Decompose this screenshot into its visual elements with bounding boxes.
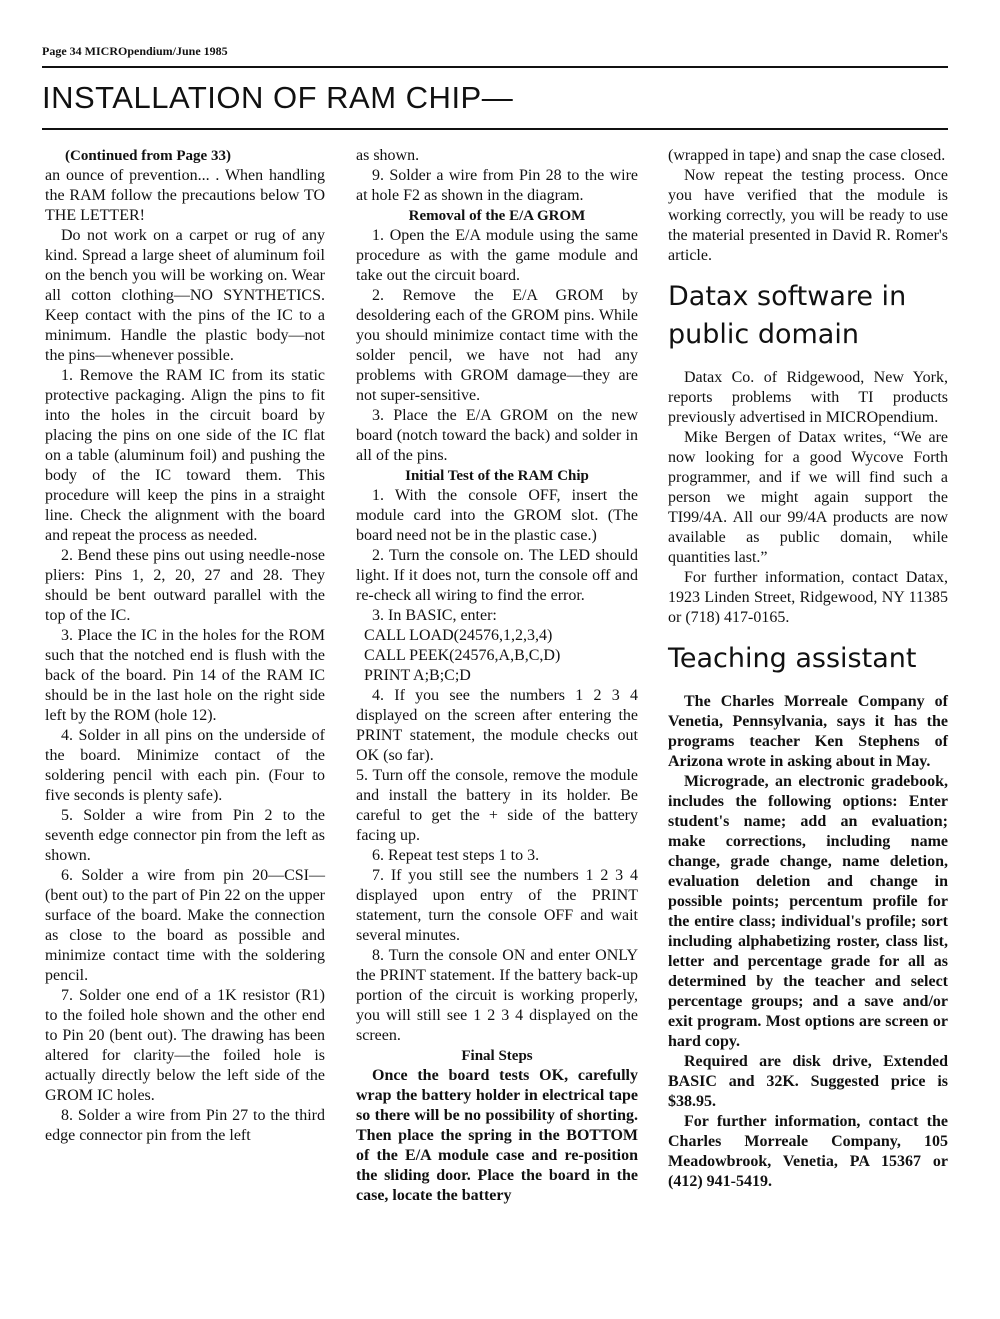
paragraph: 3. Place the E/A GROM on the new board (notch toward the back) and solder in all of the pins. xyxy=(356,407,638,464)
paragraph: (wrapped in tape) and snap the case closed. xyxy=(668,147,946,164)
column-1 xyxy=(45,146,325,1146)
paragraph: 1. With the console OFF, insert the module card into the GROM slot. (The board need not be in the plastic case.) xyxy=(356,487,638,544)
paragraph: Once the board tests OK, carefully wrap the battery holder in electrical tape so there will be no possibility of shorting. Then place the spring in the BOTTOM of the E/A module case and re-position the sliding door. Place the board in the case, locate the battery xyxy=(356,1067,638,1204)
subheading-final-steps: Final Steps xyxy=(461,1048,533,1064)
paragraph: For further information, contact the Charles Morreale Company, 105 Meadowbrook, Venetia, PA 15367 or (412) 941-5419. xyxy=(668,1113,948,1190)
paragraph: Micrograde, an electronic gradebook, includes the following options: Enter student's name; add an evaluation; make corrections, including name change, grade change, name deletion, evaluation deletion and change in possible points; percentum profile for the entire class; individual's profile; sort including alphabetizing roster, class list, letter and percentage grade for all as determined by the teacher and select percentage groups; and a save and/or exit program. Most options are screen or hard copy. xyxy=(668,773,948,1050)
headline-datax: Datax software in public domain xyxy=(668,281,907,350)
paragraph: 8. Turn the console ON and enter ONLY the PRINT statement. If the battery back-up portion of the circuit is working properly, you will still see 1 2 3 4 displayed on the screen. xyxy=(356,947,638,1044)
banner-rule xyxy=(42,128,948,130)
paragraph: Mike Bergen of Datax writes, “We are now looking for a good Wycove Forth programmer, and if we will find such a person we might again support the TI99/4A. All our 99/4A products are now available as public domain, while quantities last.” xyxy=(668,429,948,566)
paragraph: Do not work on a carpet or rug of any kind. Spread a large sheet of aluminum foil on the bench you will be working on. Wear all cotton clothing—NO SYNTHETICS. Keep contact with the pins of the IC to a minimum. Handle the plastic body—not the pins—whenever possible. xyxy=(45,227,325,364)
top-rule xyxy=(42,66,948,68)
code-line: CALL LOAD(24576,1,2,3,4) xyxy=(364,627,553,644)
paragraph: 4. Solder in all pins on the underside of the board. Minimize contact of the soldering pencil with each pin. (Four to five seconds is plenty safe). xyxy=(45,727,325,804)
subheading-removal: Removal of the E/A GROM xyxy=(408,208,586,224)
headline-teaching-assistant: Teaching assistant xyxy=(668,643,917,674)
paragraph: 6. Solder a wire from pin 20—CSI—(bent out) to the part of Pin 22 on the upper surface of the board. Make the connection as close to the board as possible and minimize contact time with the soldering pencil. xyxy=(45,867,325,984)
paragraph: 2. Turn the console on. The LED should light. If it does not, turn the console off and re-check all wiring to find the error. xyxy=(356,547,638,604)
article-banner-title: INSTALLATION OF RAM CHIP— xyxy=(42,80,514,115)
paragraph: 2. Remove the E/A GROM by desoldering each of the GROM pins. While you should minimize contact time with the solder pencil, we have not had any problems with GROM damage—they are not super-sensitive. xyxy=(356,287,638,404)
paragraph: 1. Remove the RAM IC from its static protective packaging. Align the pins to fit into the holes in the circuit board by placing the pins on one side of the IC flat on a table (aluminum foil) and pushing the body of the IC toward them. This procedure will keep the pins in a straight line. Check the alignment with the board and repeat the process as needed. xyxy=(45,367,325,544)
paragraph: For further information, contact Datax, 1923 Linden Street, Ridgewood, NY 11385 or (718) 417-0165. xyxy=(668,569,948,626)
paragraph: 7. If you still see the numbers 1 2 3 4 displayed upon entry of the PRINT statement, turn the console OFF and wait several minutes. xyxy=(356,867,638,944)
page-header: Page 34 MICROpendium/June 1985 xyxy=(42,44,228,58)
paragraph: 4. If you see the numbers 1 2 3 4 displayed on the screen after entering the PRINT statement, the module checks out OK (so far). xyxy=(356,687,638,764)
paragraph: 3. Place the IC in the holes for the ROM such that the notched end is flush with the back of the board. Pin 14 of the RAM IC should be in the last hole on the right side left by the ROM (hole 12). xyxy=(45,627,325,724)
paragraph: as shown. xyxy=(356,147,420,164)
paragraph: 3. In BASIC, enter: xyxy=(372,607,497,624)
paragraph: Required are disk drive, Extended BASIC and 32K. Suggested price is $38.95. xyxy=(668,1053,948,1110)
subheading-initial-test: Initial Test of the RAM Chip xyxy=(405,468,589,484)
paragraph: 7. Solder one end of a 1K resistor (R1) to the foiled hole shown and the other end to Pin 20 (bent out). The drawing has been altered for clarity—the foiled hole is actually directly below the left side of the GROM IC holes. xyxy=(45,987,325,1104)
paragraph: Datax Co. of Ridgewood, New York, reports problems with TI products previously advertised in MICROpendium. xyxy=(668,369,948,426)
column-3 xyxy=(668,146,948,1192)
column-2 xyxy=(356,146,638,1206)
code-line: PRINT A;B;C;D xyxy=(364,667,471,684)
paragraph: 2. Bend these pins out using needle-nose pliers: Pins 1, 2, 20, 27 and 28. They should be bent outward parallel with the top of the IC. xyxy=(45,547,325,624)
continued-note: (Continued from Page 33) xyxy=(65,148,231,164)
paragraph: 5. Turn off the console, remove the module and install the battery in its holder. Be careful to get the + side of the battery facing up. xyxy=(356,767,638,844)
paragraph: 8. Solder a wire from Pin 27 to the third edge connector pin from the left xyxy=(45,1107,325,1144)
paragraph: 9. Solder a wire from Pin 28 to the wire at hole F2 as shown in the diagram. xyxy=(356,167,638,204)
code-line: CALL PEEK(24576,A,B,C,D) xyxy=(364,647,561,664)
paragraph: Now repeat the testing process. Once you have verified that the module is working correctly, you will be ready to use the material presented in David R. Romer's article. xyxy=(668,167,948,264)
paragraph: The Charles Morreale Company of Venetia, Pennsylvania, says it has the programs teacher Ken Stephens of Arizona wrote in asking about in May. xyxy=(668,693,948,770)
paragraph: 5. Solder a wire from Pin 2 to the seventh edge connector pin from the left as shown. xyxy=(45,807,325,864)
paragraph: 1. Open the E/A module using the same procedure as with the game module and take out the circuit board. xyxy=(356,227,638,284)
paragraph: 6. Repeat test steps 1 to 3. xyxy=(372,847,540,864)
paragraph: an ounce of prevention... . When handling the RAM follow the precautions below TO THE LETTER! xyxy=(45,167,325,224)
